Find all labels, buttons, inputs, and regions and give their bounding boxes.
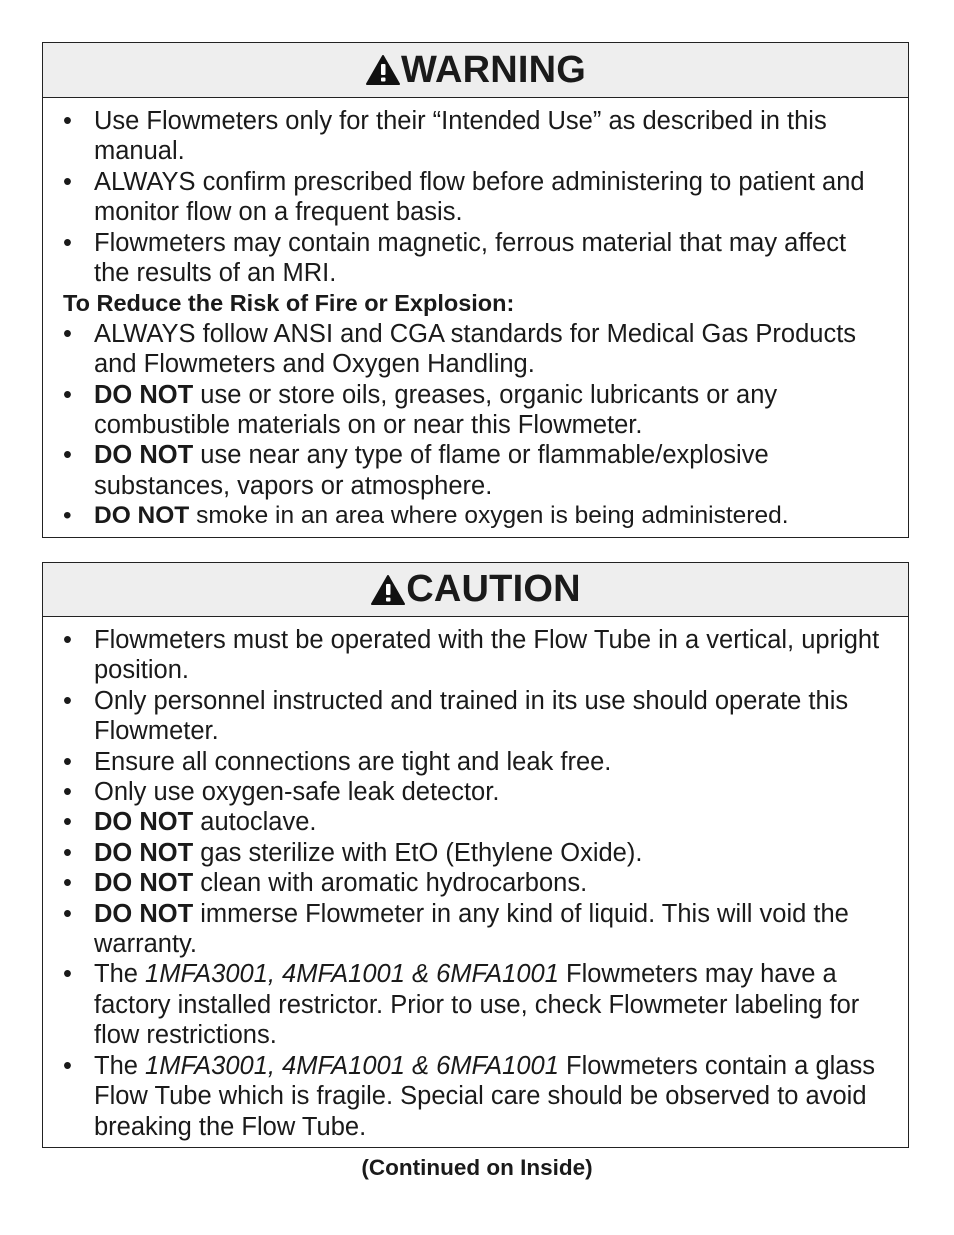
bullet: •	[63, 838, 72, 867]
caution-body	[43, 617, 908, 1142]
warning-box	[42, 42, 909, 538]
item-text: ALWAYS confirm prescribed flow before administering to patient and monitor flow on a frequent basis.	[94, 167, 865, 227]
do-not-label: DO NOT	[94, 441, 194, 470]
do-not-label: DO NOT	[94, 869, 194, 898]
do-not-label: DO NOT	[94, 899, 194, 928]
continued-note: (Continued on Inside)	[361, 1155, 593, 1180]
item-text: Only use oxygen-safe leak detector.	[94, 778, 500, 807]
list-item	[63, 501, 888, 531]
list-item	[63, 167, 888, 228]
list-item	[63, 838, 888, 868]
list-item	[63, 777, 888, 807]
bullet: •	[63, 778, 72, 807]
do-not-label: DO NOT	[94, 838, 194, 867]
list-item	[63, 868, 888, 898]
item-prefix: The	[94, 960, 146, 989]
bullet: •	[63, 167, 72, 196]
item-text: use or store oils, greases, organic lubricants or any combustible materials on or near this Flowmeter.	[94, 380, 778, 440]
list-item	[63, 625, 888, 686]
caution-title: CAUTION	[406, 568, 581, 610]
bullet: •	[63, 441, 72, 470]
item-text: Flowmeters may have a factory installed restrictor. Prior to use, check Flowmeter labeling for flow restrictions.	[94, 960, 860, 1050]
item-text: use near any type of flame or flammable/explosive substances, vapors or atmosphere.	[94, 441, 769, 500]
item-text: immerse Flowmeter in any kind of liquid. This will void the warranty.	[94, 899, 849, 959]
item-prefix: The	[94, 1051, 146, 1080]
list-item	[63, 959, 888, 1050]
model-numbers: 1MFA3001, 4MFA1001 & 6MFA1001	[145, 1051, 559, 1080]
item-text: clean with aromatic hydrocarbons.	[193, 869, 588, 898]
bullet: •	[63, 686, 72, 715]
item-text: ALWAYS follow ANSI and CGA standards for Medical Gas Products and Flowmeters and Oxygen Handling.	[94, 319, 857, 379]
do-not-label: DO NOT	[94, 502, 190, 530]
bullet: •	[63, 747, 72, 776]
bullet: •	[63, 899, 72, 928]
item-text: Only personnel instructed and trained in its use should operate this Flowmeter.	[94, 686, 849, 746]
list-item	[63, 686, 888, 747]
fire-subheading: To Reduce the Risk of Fire or Explosion:	[63, 290, 515, 317]
list-item	[63, 1051, 888, 1142]
do-not-label: DO NOT	[94, 380, 194, 409]
bullet: •	[63, 380, 72, 409]
item-text: autoclave.	[193, 808, 317, 837]
caution-header	[43, 563, 908, 617]
bullet: •	[63, 626, 72, 654]
bullet: •	[63, 808, 72, 837]
warning-body	[43, 98, 908, 532]
bullet: •	[63, 107, 72, 135]
list-item	[63, 319, 888, 380]
item-text: Flowmeters contain a glass Flow Tube which is fragile. Special care should be observed to avoid breaking the Flow Tube.	[94, 1051, 875, 1141]
warning-triangle-icon	[365, 54, 401, 86]
do-not-label: DO NOT	[94, 808, 194, 837]
warning-triangle-icon	[370, 574, 406, 606]
list-item	[63, 807, 888, 837]
caution-box	[42, 562, 909, 1148]
model-numbers: 1MFA3001, 4MFA1001 & 6MFA1001	[145, 960, 559, 989]
warning-header	[43, 43, 908, 98]
item-text: Flowmeters may contain magnetic, ferrous material that may affect the results of an MRI.	[94, 228, 847, 288]
warning-title: WARNING	[400, 48, 587, 91]
list-item	[63, 106, 888, 167]
bullet: •	[63, 228, 72, 257]
list-item	[63, 440, 888, 501]
bullet: •	[63, 960, 72, 989]
bullet: •	[63, 1051, 72, 1080]
item-text: gas sterilize with EtO (Ethylene Oxide).	[193, 838, 643, 867]
list-item	[63, 380, 888, 441]
item-text: Flowmeters must be operated with the Flow Tube in a vertical, upright position.	[94, 626, 880, 685]
item-text: smoke in an area where oxygen is being administered.	[189, 502, 789, 530]
list-item	[63, 747, 888, 777]
item-text: Use Flowmeters only for their “Intended Use” as described in this manual.	[94, 107, 827, 166]
item-text: Ensure all connections are tight and leak free.	[94, 747, 612, 776]
list-item	[63, 228, 888, 289]
list-item	[63, 899, 888, 960]
bullet: •	[63, 869, 72, 898]
bullet: •	[63, 502, 72, 530]
bullet: •	[63, 319, 72, 348]
